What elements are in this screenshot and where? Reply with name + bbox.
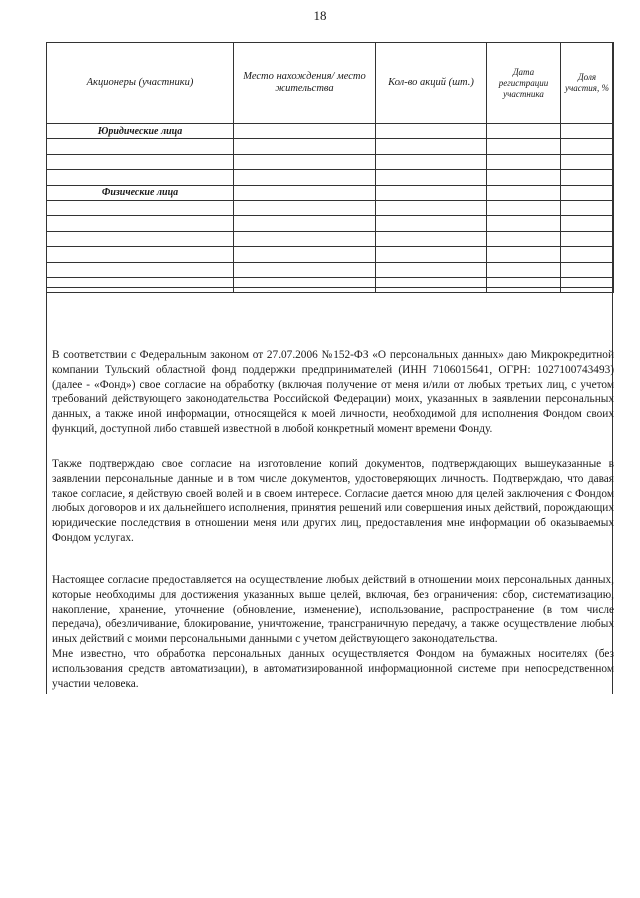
table-cell [376, 216, 487, 231]
table-cell [561, 247, 614, 262]
table-cell [47, 200, 234, 215]
table-cell [376, 154, 487, 169]
table-cell [47, 154, 234, 169]
table-cell [234, 216, 376, 231]
table-header-row [47, 43, 614, 124]
section-divider [46, 287, 613, 288]
consent-paragraph-4: Мне известно, что обработка персональных данных осуществляется Фондом на бумажных носителях (без использования средств автоматизации), в автоматизированной информационной системе при непосредственном участии человека. [52, 648, 614, 690]
table-row [47, 170, 614, 185]
legal-entities-label: Юридические лица [47, 124, 234, 139]
consent-paragraph-3: Настоящее согласие предоставляется на осуществление любых действий в отношении моих персональных данных, которые необходимы для достижения указанных выше целей, включая, без ограничения: сбор, систематизацию, накопление, хранение, уточнение (обновление, изменение), использование, распространение (в том числе передача), обезличивание, блокирование, уничтожение, трансграничную передачу, а также осуществление любых иных действий с моими персональными данными с учетом действующего законодательства. [52, 574, 614, 646]
table-cell [561, 277, 614, 292]
table-cell [47, 139, 234, 154]
table-cell [376, 170, 487, 185]
header-share-percent: Доля участия, % [561, 43, 614, 124]
table-cell [561, 154, 614, 169]
table-cell [234, 170, 376, 185]
table-cell [234, 262, 376, 277]
table-cell [47, 231, 234, 246]
table-cell [487, 139, 561, 154]
table-row [47, 231, 614, 246]
consent-paragraph-2: Также подтверждаю свое согласие на изготовление копий документов, подтверждающих вышеуказанные в заявлении персональные данные и в том числе документов, удостоверяющих личность. Подтверждаю, что давая такое согласие, я действую своей волей и в своем интересе. Согласие дается мною для целей заключения с Фондом любых договоров и их дальнейшего исполнения, принятия решений или совершения иных действий, порождающих юридические последствия в отношении меня или других лиц, предоставления мне информации об оказываемых Фондом услугах. [52, 458, 614, 544]
table-row [47, 262, 614, 277]
table-row [47, 185, 614, 200]
table-cell [376, 231, 487, 246]
table-cell [561, 262, 614, 277]
table-cell [487, 262, 561, 277]
table-row [47, 139, 614, 154]
table-cell [561, 200, 614, 215]
table-cell [487, 154, 561, 169]
table-cell [487, 124, 561, 139]
table-row [47, 247, 614, 262]
table-cell [376, 124, 487, 139]
table-cell [487, 277, 561, 292]
table-cell [47, 247, 234, 262]
header-shares-count: Кол-во акций (шт.) [376, 43, 487, 124]
table-cell [487, 216, 561, 231]
table-cell [47, 170, 234, 185]
table-cell [376, 247, 487, 262]
header-location: Место нахождения/ место жительства [234, 43, 376, 124]
table-cell [487, 231, 561, 246]
table-cell [234, 154, 376, 169]
table-cell [561, 139, 614, 154]
header-registration-date: Дата регистрации участника [487, 43, 561, 124]
table-cell [561, 185, 614, 200]
header-shareholders: Акционеры (участники) [47, 43, 234, 124]
frame-tick-left [46, 688, 47, 694]
individuals-label: Физические лица [47, 185, 234, 200]
table-cell [487, 185, 561, 200]
table-cell [376, 277, 487, 292]
table-cell [561, 231, 614, 246]
table-cell [234, 200, 376, 215]
table-cell [234, 124, 376, 139]
table-cell [376, 185, 487, 200]
page-number: 18 [313, 8, 327, 23]
table-cell [47, 277, 234, 292]
table-cell [234, 277, 376, 292]
table-cell [376, 139, 487, 154]
table-cell [234, 139, 376, 154]
shareholders-table [46, 42, 614, 293]
table-cell [47, 216, 234, 231]
table-row [47, 154, 614, 169]
table-cell [561, 124, 614, 139]
table-cell [561, 216, 614, 231]
table-cell [234, 247, 376, 262]
table-cell [234, 231, 376, 246]
table-cell [234, 185, 376, 200]
table-row [47, 216, 614, 231]
consent-paragraph-1: В соответствии с Федеральным законом от 27.07.2006 №152-ФЗ «О персональных данных» даю Микрокредитной компании Тульский областной фонд поддержки предпринимателей (ИНН 7106015641, ОГРН: 1027100743493) (далее - «Фонд») свое согласие на обработку (включая получение от меня и/или от любых третьих лиц, с учетом требований действующего законодательства Российской Федерации) моих, указанных в заявлении персональных данных, а также иной информации, относящейся к моей личности, необходимой для исполнения Фондом своих функций, доступной либо ставшей известной в любой конкретный момент времени Фонду. [52, 349, 614, 435]
table-cell [561, 170, 614, 185]
table-cell [487, 170, 561, 185]
table-row [47, 200, 614, 215]
table-row [47, 124, 614, 139]
table-cell [376, 262, 487, 277]
table-cell [376, 200, 487, 215]
table-row [47, 277, 614, 292]
table-cell [487, 247, 561, 262]
table-cell [47, 262, 234, 277]
table-cell [487, 200, 561, 215]
